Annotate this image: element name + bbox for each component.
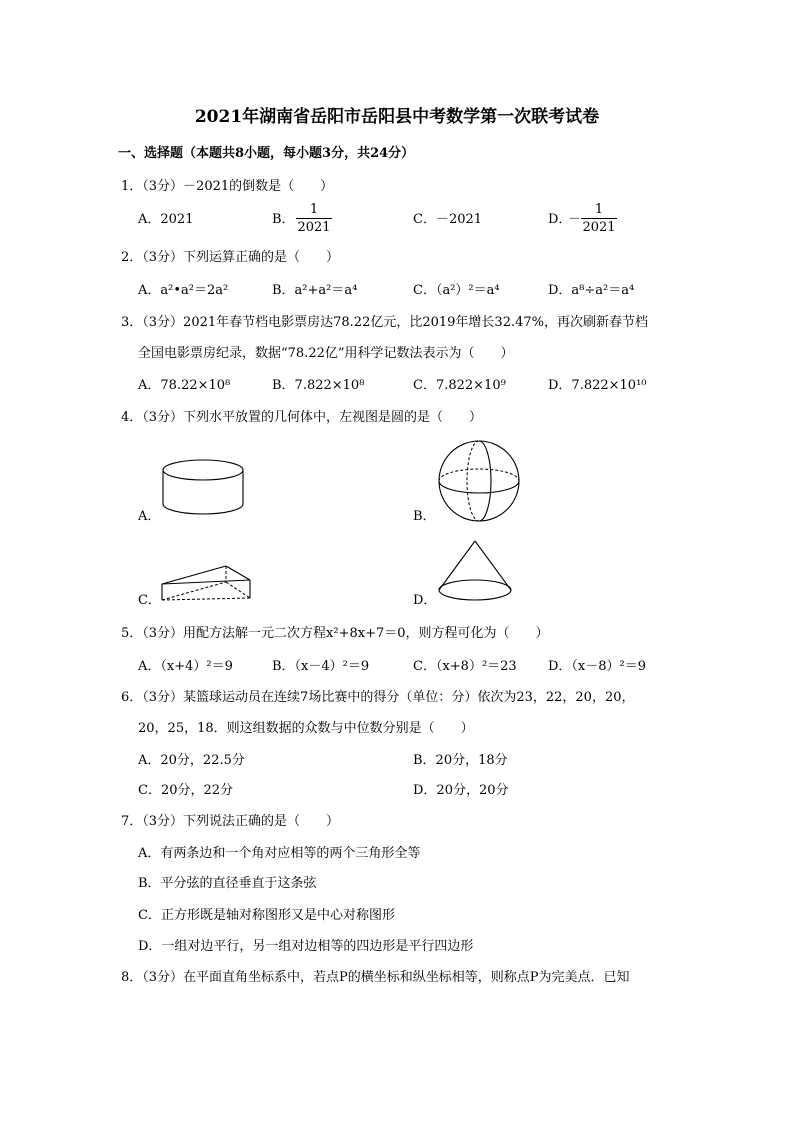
sphere-figure	[436, 438, 522, 524]
q1-d-denominator: 2021	[582, 220, 616, 235]
q8-stem: 8．（3分）在平面直角坐标系中，若点P的横坐标和纵坐标相等，则称点P为完美点．已知	[121, 970, 630, 985]
q1-d-numerator: 1	[594, 202, 604, 217]
q1-option-b-fraction	[296, 202, 332, 235]
q2-option-b: B．a²+a²＝a⁴	[272, 283, 358, 298]
q1-option-a: A．2021	[138, 212, 194, 227]
q7-option-d: D．一组对边平行，另一组对边相等的四边形是平行四边形	[138, 939, 474, 954]
q2-option-a: A．a²•a²＝2a²	[138, 283, 229, 298]
q6-stem-line1: 6．（3分）某篮球运动员在连续7场比赛中的得分（单位：分）依次为23，22，20，20，	[121, 690, 635, 705]
q3-option-d: D．7.822×10¹⁰	[548, 378, 647, 393]
q5-stem: 5．（3分）用配方法解一元二次方程x²+8x+7＝0，则方程可化为（ ）	[121, 626, 549, 641]
q3-stem-line2: 全国电影票房纪录，数据“78.22亿”用科学记数法表示为（ ）	[138, 346, 514, 361]
q6-stem-line2: 20，25，18．则这组数据的众数与中位数分别是（ ）	[138, 721, 474, 736]
q1-option-d-fraction	[581, 202, 617, 235]
q5-option-d: D．（x－8）²＝9	[548, 659, 647, 674]
q7-option-a: A．有两条边和一个角对应相等的两个三角形全等	[138, 846, 421, 861]
q1-option-d-label: D．	[548, 212, 572, 227]
q5-option-b: B．（x－4）²＝9	[272, 659, 370, 674]
q1-option-b-label: B．	[272, 212, 295, 227]
q1-option-c: C．－2021	[413, 212, 483, 227]
fraction-bar	[296, 218, 332, 219]
q3-stem-line1: 3．（3分）2021年春节档电影票房达78.22亿元，比2019年增长32.47%，再次刷新春节档	[121, 315, 648, 330]
q6-option-c: C．20分，22分	[138, 783, 234, 798]
q5-option-c: C．（x+8）²＝23	[413, 659, 517, 674]
q6-option-d: D．20分，20分	[413, 783, 509, 798]
q1-stem: 1．（3分）－2021的倒数是（ ）	[121, 179, 334, 194]
q2-option-d: D．a⁸÷a²＝a⁴	[548, 283, 635, 298]
q1-b-numerator: 1	[309, 202, 319, 217]
q4-option-d-label: D．	[413, 593, 437, 608]
q4-stem: 4．（3分）下列水平放置的几何体中，左视图是圆的是（ ）	[121, 410, 483, 425]
q3-option-b: B．7.822×10⁸	[272, 378, 365, 393]
q4-option-c-label: C．	[138, 593, 161, 608]
triangular-prism-figure	[158, 560, 254, 606]
q7-stem: 7．（3分）下列说法正确的是（ ）	[121, 814, 340, 829]
q3-option-a: A．78.22×10⁸	[138, 378, 231, 393]
q4-option-a-label: A．	[138, 509, 161, 524]
q1-b-denominator: 2021	[297, 220, 331, 235]
cylinder-figure	[160, 455, 250, 520]
q2-stem: 2．（3分）下列运算正确的是（ ）	[121, 250, 340, 265]
section-heading: 一、选择题（本题共8小题，每小题3分，共24分）	[118, 146, 415, 161]
q6-option-a: A．20分，22.5分	[138, 753, 245, 768]
page-title: 2021年湖南省岳阳市岳阳县中考数学第一次联考试卷	[194, 107, 600, 127]
fraction-bar	[581, 218, 617, 219]
q7-option-c: C．正方形既是轴对称图形又是中心对称图形	[138, 908, 395, 923]
q6-option-b: B．20分，18分	[413, 753, 508, 768]
q7-option-b: B．平分弦的直径垂直于这条弦	[138, 876, 317, 891]
q3-option-c: C．7.822×10⁹	[413, 378, 506, 393]
cone-figure	[436, 538, 516, 608]
q4-option-b-label: B．	[413, 509, 436, 524]
q5-option-a: A．（x+4）²＝9	[138, 659, 233, 674]
q2-option-c: C．（a²）²＝a⁴	[413, 283, 500, 298]
q1-option-d-sign: －	[568, 212, 582, 227]
